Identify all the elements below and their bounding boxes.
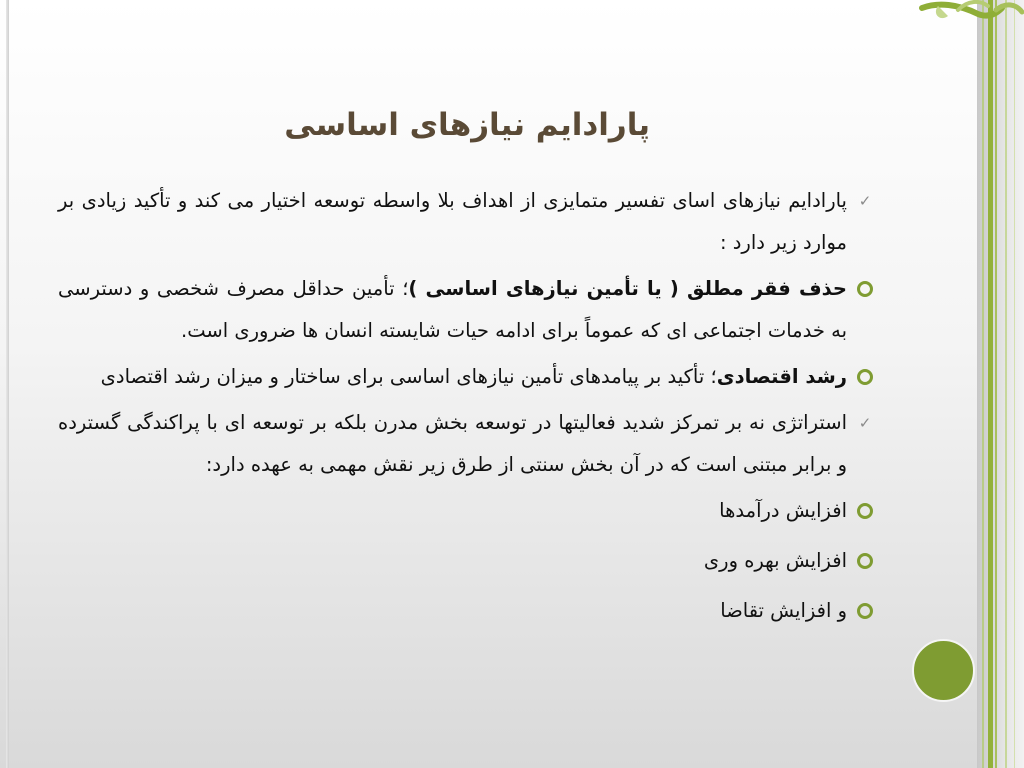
bullet-item xyxy=(58,356,880,398)
bullet-bold-text: حذف فقر مطلق ( یا تأمین نیازهای اساسی ) xyxy=(408,277,847,300)
bullet-list xyxy=(58,180,880,640)
decorative-stripe xyxy=(1005,0,1007,768)
bullet-item xyxy=(58,402,880,486)
bullet-text: پارادایم نیازهای اسای تفسیر متمایزی از اهداف بلا واسطه توسعه اختیار می کند و تأکید زیادی بر موارد زیر دارد : xyxy=(58,189,847,254)
ring-bullet-icon xyxy=(854,490,876,532)
decorative-green-circle xyxy=(912,639,975,702)
bullet-text: افزایش بهره وری xyxy=(703,549,847,572)
bullet-text: افزایش درآمدها xyxy=(719,499,847,522)
bullet-text: استراتژی نه بر تمرکز شدید فعالیتها در توسعه بخش مدرن بلکه بر توسعه ای با پراکندگی گسترده و برابر مبتنی است که در آن بخش سنتی از طرق زیر نقش مهمی به عهده دارد: xyxy=(58,411,847,476)
decorative-stripe xyxy=(988,0,993,768)
bullet-item xyxy=(58,540,880,582)
ring-bullet-icon xyxy=(854,590,876,632)
slide-left-edge xyxy=(6,0,9,768)
decorative-stripe xyxy=(995,0,997,768)
check-icon: ✓ xyxy=(858,413,872,432)
decorative-side-panel xyxy=(977,0,1024,768)
bullet-text: و افزایش تقاضا xyxy=(720,599,847,622)
bullet-text: ؛ تأکید بر پیامدهای تأمین نیازهای اساسی برای ساختار و میزان رشد اقتصادی xyxy=(100,365,717,388)
bullet-item xyxy=(58,590,880,632)
decorative-stripe xyxy=(982,0,984,768)
bullet-text: ؛ تأمین حداقل مصرف شخصی و دسترسی به خدمات اجتماعی ای که عموماً برای ادامه حیات شایسته انسان ها ضروری است. xyxy=(58,277,847,342)
bullet-item xyxy=(58,180,880,264)
ring-bullet-icon xyxy=(854,540,876,582)
decorative-stripe xyxy=(1014,0,1015,768)
bullet-bold-text: رشد اقتصادی xyxy=(716,365,847,388)
bullet-item xyxy=(58,490,880,532)
slide-title: پارادایم نیازهای اساسی xyxy=(284,107,650,143)
ring-bullet-icon xyxy=(854,268,876,310)
check-icon: ✓ xyxy=(858,191,872,210)
bullet-item xyxy=(58,268,880,352)
vine-leaf-icon xyxy=(918,0,1024,40)
ring-bullet-icon xyxy=(854,356,876,398)
